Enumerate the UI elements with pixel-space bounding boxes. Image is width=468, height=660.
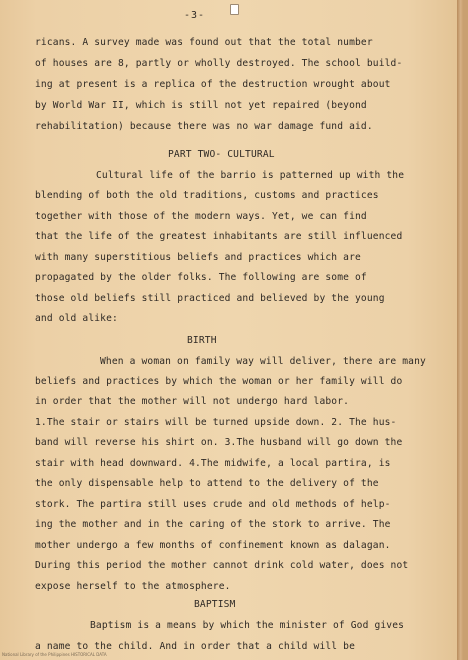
part-two-line: blending of both the old traditions, customs and practices [35,190,379,201]
section-heading-part-two: PART TWO- CULTURAL [168,149,275,160]
punch-hole-icon [230,4,239,15]
part-two-line: with many superstitious beliefs and practices which are [35,252,361,263]
birth-line: During this period the mother cannot drink cold water, does not [35,560,409,571]
birth-line: in order that the mother will not undergo hard labor. [35,396,350,407]
body-line: rehabilitation) because there was no war damage fund aid. [35,121,373,132]
birth-line: stair with head downward. 4.The midwife, a local partira, is [35,458,391,469]
page-number: -3- [184,10,206,21]
archive-footer: National Library of the Philippines HISTORICAL DATA [2,652,107,657]
heading-baptism: BAPTISM [194,599,236,610]
baptism-line: Baptism is a means by which the minister of God gives [90,620,405,631]
part-two-line: together with those of the modern ways. Yet, we can find [35,211,367,222]
birth-line: mother undergo a few months of confinement known as dalagan. [35,540,391,551]
birth-line: expose herself to the atmosphere. [35,581,231,592]
birth-line: When a woman on family way will deliver, there are many [100,356,426,367]
body-line: ricans. A survey made was found out that the total number [35,37,373,48]
part-two-line: and old alike: [35,313,118,324]
part-two-line: those old beliefs still practiced and believed by the young [35,293,385,304]
part-two-line: that the life of the greatest inhabitants are still influenced [35,231,403,242]
body-line: of houses are 8, partly or wholly destroyed. The school build- [35,58,403,69]
birth-line: beliefs and practices by which the woman or her family will do [35,376,403,387]
heading-birth: BIRTH [187,335,217,346]
birth-line: 1.The stair or stairs will be turned upside down. 2. The hus- [35,417,397,428]
part-two-line: propagated by the older folks. The following are some of [35,272,367,283]
part-two-line: Cultural life of the barrio is patterned up with the [96,170,405,181]
birth-line: ing the mother and in the caring of the stork to arrive. The [35,519,391,530]
body-line: by World War II, which is still not yet repaired (beyond [35,100,367,111]
birth-line: band will reverse his shirt on. 3.The husband will go down the [35,437,403,448]
baptism-line: a name to the child. And in order that a child will be [35,641,355,652]
body-line: ing at present is a replica of the destruction wrought about [35,79,391,90]
page-edge [457,0,463,660]
birth-line: the only dispensable help to attend to the delivery of the [35,478,379,489]
birth-line: stork. The partira still uses crude and old methods of help- [35,499,391,510]
